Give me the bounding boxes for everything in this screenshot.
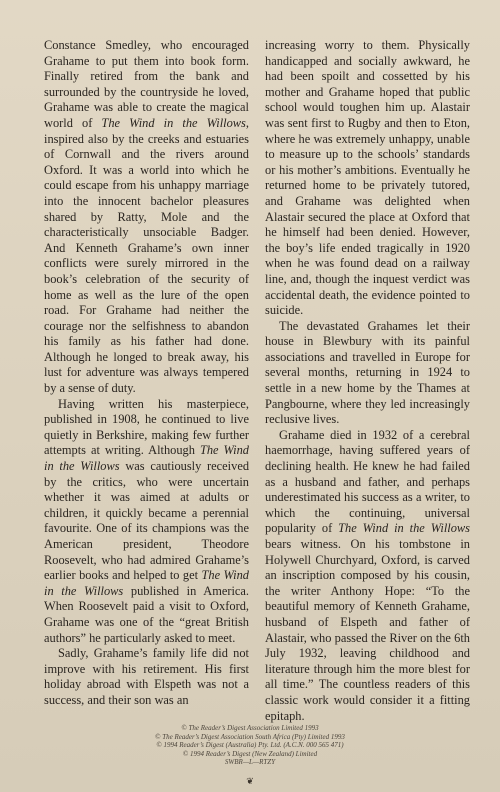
paragraph xyxy=(265,319,470,428)
copyright-line: © 1994 Reader’s Digest (New Zealand) Limited xyxy=(182,749,318,758)
ornament-icon: ❦ xyxy=(246,776,254,786)
text-run: Sadly, Grahame’s family life did not improve with his retirement. His first holiday abroad with Elspeth was not a success, and their son was an xyxy=(44,646,249,707)
book-title-text: The Wind in the Willows xyxy=(338,521,470,536)
print-code: SWBR—L—RTZY xyxy=(224,758,276,767)
paragraph xyxy=(44,646,249,708)
text-run: bears witness. On his tombstone in Holywell Churchyard, Oxford, is carved an inscription composed by his cousin, the writer Anthony Hope: “To the beautiful memory of Kenneth Grahame, husband of Elspeth and father of Alastair, who passed the River on the 6th July 1932, leaving childhood and literature through him the more blest for all time.” The countless readers of this classic work would consider it a fitting epitaph. xyxy=(265,537,470,723)
paragraph xyxy=(265,428,470,724)
column-right xyxy=(265,38,470,724)
text-columns xyxy=(44,38,474,724)
paragraph xyxy=(44,397,249,647)
text-run: Grahame died in 1932 of a cerebral haemorrhage, having suffered years of declining health. He knew he had failed as a husband and father, and perhaps underestimated his success as a writer, to which the continuing, universal popularity of xyxy=(265,427,470,536)
column-left xyxy=(44,38,249,724)
copyright-line: © 1994 Reader’s Digest (Australia) Pty. Ltd. (A.C.N. 000 565 471) xyxy=(156,741,344,750)
text-run: was cautiously received by the critics, who were uncertain whether it was aimed at adults or children, it quickly became a perennial favourite. One of its champions was the American president, Theodore Roosevelt, who had admired Grahame’s earlier books and helped to get xyxy=(44,459,250,583)
copyright-line: © The Reader’s Digest Association Limited 1993 xyxy=(181,724,319,732)
book-title-text: The Wind in the Willows xyxy=(101,115,246,130)
text-run: Having written his masterpiece, published in 1908, he continued to live quietly in Berkshire, making few further attempts at writing. Although xyxy=(44,396,249,458)
text-run: Constance Smedley, who encouraged Grahame to put them into book form. Finally retired from the bank and surrounded by the countryside he loved, Grahame was able to create the magical world of xyxy=(44,38,249,130)
text-run: published in America. When Roosevelt paid a visit to Oxford, Grahame was one of the “great British authors” he particularly asked to meet. xyxy=(44,583,250,645)
paragraph xyxy=(44,38,249,397)
paragraph xyxy=(265,38,470,319)
text-run: The devastated Grahames let their house in Blewbury with its painful associations and travelled in Europe for several months, returning in 1924 to settle in a new home by the Thames at Pangbourne, where they led increasingly reclusive lives. xyxy=(265,318,470,427)
text-run: increasing worry to them. Physically handicapped and socially awkward, he had been spoilt and cossetted by his mother and Grahame hoped that public school would toughen him up. Alastair was sent first to Rugby and then to Eton, where he was extremely unhappy, unable to measure up to the schools’ standards or his mother’s ambitions. Eventually he returned home to be privately tutored, and Grahame was delighted when Alastair secured the place at Oxford that he himself had been denied. However, the boy’s life ended tragically in 1920 when he was found dead on a railway line, and, though the inquest verdict was accidental death, the evidence pointed to suicide. xyxy=(265,38,470,318)
copyright-line: © The Reader’s Digest Association South Africa (Pty) Limited 1993 xyxy=(155,732,345,741)
copyright-notice xyxy=(0,724,500,767)
book-title-text: The Wind in the Willows xyxy=(44,568,250,598)
text-run: , inspired also by the creeks and estuaries of Cornwall and the rivers around Oxford. It was a world into which he could escape from his unhappy marriage into the innocent bachelor pleasures shared by Ratty, Mole and the characteristically unsociable Badger. And Kenneth Grahame’s own inner conflicts were surely mirrored in the book’s celebration of the security of home as well as the lure of the open road. For Grahame had neither the courage nor the selfishness to abandon his family as his father had done. Although he longed to break away, his lust for adventure was always tempered by a sense of duty. xyxy=(44,115,249,396)
book-title-text: The Wind in the Willows xyxy=(44,443,249,474)
